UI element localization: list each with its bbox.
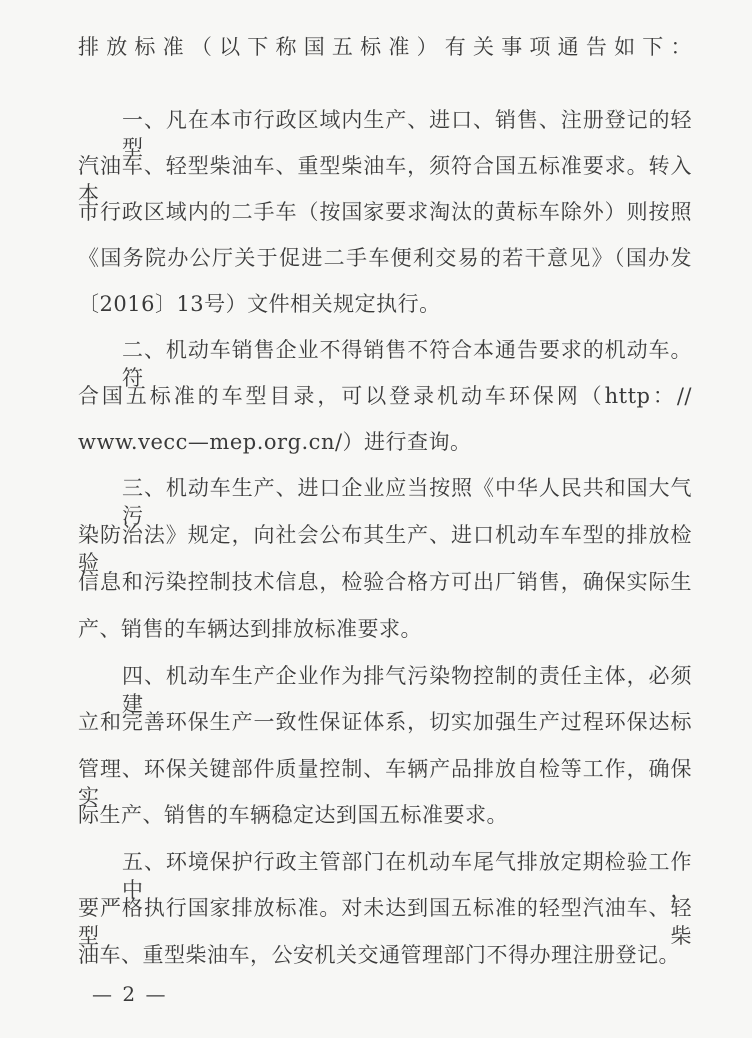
paragraph-3-line: 染防治法》规定，向社会公布其生产、进口机动车车型的排放检验 bbox=[78, 523, 692, 575]
paragraph-2-line: 合国五标准的车型目录，可以登录机动车环保网（http：// bbox=[78, 384, 692, 408]
paragraph-1-line: 一、凡在本市行政区域内生产、进口、销售、注册登记的轻型 bbox=[122, 108, 692, 160]
paragraph-3-line: 产、销售的车辆达到排放标准要求。 bbox=[78, 617, 422, 641]
paragraph-5-line: 要严格执行国家排放标准。对未达到国五标准的轻型汽油车、轻型柴 bbox=[78, 896, 692, 948]
paragraph-4-line: 管理、环保关键部件质量控制、车辆产品排放自检等工作，确保实 bbox=[78, 757, 692, 809]
paragraph-3-line: 三、机动车生产、进口企业应当按照《中华人民共和国大气污 bbox=[122, 476, 692, 528]
paragraph-5-line: 五、环境保护行政主管部门在机动车尾气排放定期检验工作中， bbox=[122, 850, 692, 902]
paragraph-1-line: 汽油车、轻型柴油车、重型柴油车，须符合国五标准要求。转入本 bbox=[78, 154, 692, 206]
paragraph-1-line: 〔2016〕13号）文件相关规定执行。 bbox=[78, 292, 441, 316]
paragraph-1-line: 市行政区域内的二手车（按国家要求淘汰的黄标车除外）则按照 bbox=[78, 200, 692, 224]
page-number: — 2 — bbox=[92, 982, 168, 1006]
paragraph-4-line: 四、机动车生产企业作为排气污染物控制的责任主体，必须建 bbox=[122, 664, 692, 716]
paragraph-1-line: 《国务院办公厅关于促进二手车便利交易的若干意见》（国办发 bbox=[78, 246, 692, 270]
paragraph-4-line: 立和完善环保生产一致性保证体系，切实加强生产过程环保达标 bbox=[78, 710, 692, 734]
paragraph-4-line: 际生产、销售的车辆稳定达到国五标准要求。 bbox=[78, 803, 508, 827]
paragraph-2-line: www.vecc—mep.org.cn/）进行查询。 bbox=[78, 430, 472, 454]
paragraph-5-line: 油车、重型柴油车，公安机关交通管理部门不得办理注册登记。 bbox=[78, 943, 680, 967]
text-line: 排放标准（以下称国五标准）有关事项通告如下： bbox=[78, 35, 692, 59]
paragraph-2-line: 二、机动车销售企业不得销售不符合本通告要求的机动车。符 bbox=[122, 338, 692, 390]
paragraph-3-line: 信息和污染控制技术信息，检验合格方可出厂销售，确保实际生 bbox=[78, 570, 692, 594]
